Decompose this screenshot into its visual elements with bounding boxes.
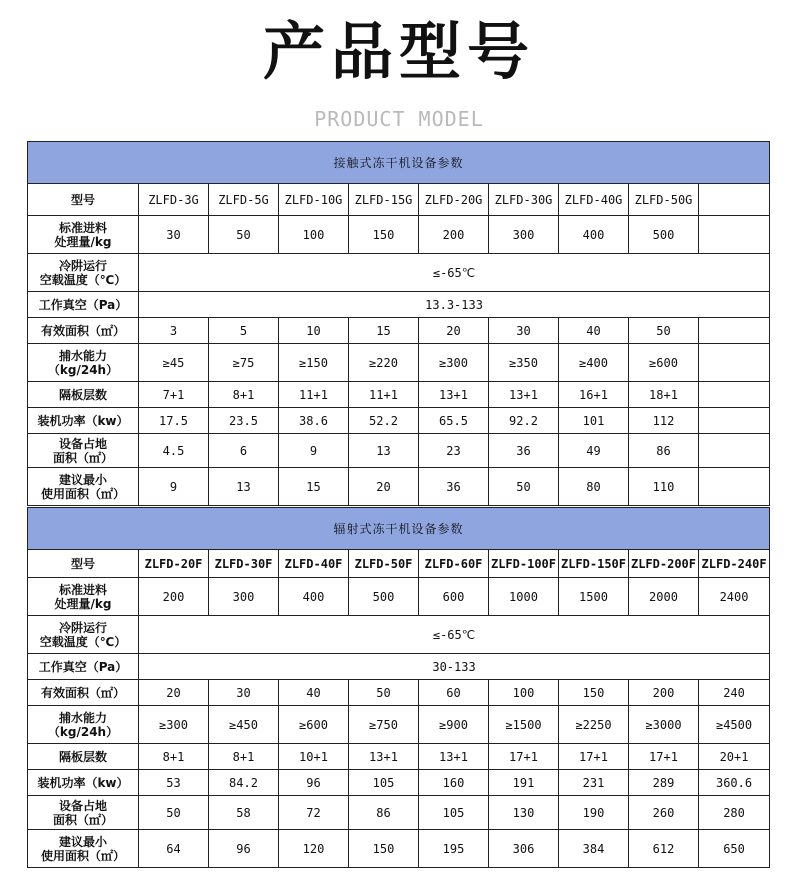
value-cell: 500 [349, 578, 419, 616]
value-cell: 600 [419, 578, 489, 616]
row-label [28, 830, 139, 868]
cold-trap-temp-row [28, 616, 770, 654]
row-label-line: 标准进料 [58, 582, 107, 597]
value-cell: 13+1 [419, 382, 489, 408]
value-cell: 1500 [559, 578, 629, 616]
value-cell: 20 [139, 680, 209, 706]
value-cell: 200 [139, 578, 209, 616]
radiant-freeze-dryer-table [27, 507, 770, 868]
row-label [28, 578, 139, 616]
value-cell: ≥45 [139, 344, 209, 382]
value-cell: 150 [349, 216, 419, 254]
merged-value-cell: 13.3-133 [139, 292, 770, 318]
value-cell: ≥300 [419, 344, 489, 382]
value-cell: 150 [559, 680, 629, 706]
value-cell: 8+1 [139, 744, 209, 770]
row-label-line: 建议最小 [58, 834, 107, 849]
value-cell: 16+1 [559, 382, 629, 408]
row-label-line: 装机功率（kw） [37, 413, 129, 428]
value-cell: 101 [559, 408, 629, 434]
value-cell: 13 [349, 434, 419, 468]
row-label [28, 318, 139, 344]
model-cell: ZLFD-50F [349, 550, 419, 578]
value-cell: 195 [419, 830, 489, 868]
row-label [28, 744, 139, 770]
row-label-line: 隔板层数 [58, 387, 107, 402]
value-cell: ≥400 [559, 344, 629, 382]
value-cell: ≥600 [279, 706, 349, 744]
model-row [28, 550, 770, 578]
value-cell [699, 468, 770, 506]
merged-value-cell: 30-133 [139, 654, 770, 680]
value-cell: ≥300 [139, 706, 209, 744]
working-vacuum-row [28, 292, 770, 318]
row-label-line: 工作真空（Pa） [38, 297, 128, 312]
row-label [28, 254, 139, 292]
value-cell: 150 [349, 830, 419, 868]
value-cell: 612 [629, 830, 699, 868]
row-label-line: 型号 [70, 556, 95, 571]
value-cell: 400 [279, 578, 349, 616]
row-label [28, 382, 139, 408]
model-cell: ZLFD-20F [139, 550, 209, 578]
model-cell: ZLFD-240F [699, 550, 770, 578]
value-cell: 15 [349, 318, 419, 344]
value-cell: 10 [279, 318, 349, 344]
value-cell: 289 [629, 770, 699, 796]
value-cell: 100 [279, 216, 349, 254]
feed-capacity-row [28, 216, 770, 254]
row-label [28, 706, 139, 744]
value-cell: 4.5 [139, 434, 209, 468]
model-cell: ZLFD-150F [559, 550, 629, 578]
value-cell: 191 [489, 770, 559, 796]
value-cell: 120 [279, 830, 349, 868]
value-cell: 160 [419, 770, 489, 796]
value-cell: 53 [139, 770, 209, 796]
value-cell: 13+1 [419, 744, 489, 770]
value-cell: 17+1 [629, 744, 699, 770]
table-title: 辐射式冻干机设备参数 [28, 508, 770, 550]
footprint-row [28, 796, 770, 830]
value-cell: 96 [279, 770, 349, 796]
model-cell: ZLFD-40F [279, 550, 349, 578]
value-cell: 58 [209, 796, 279, 830]
value-cell: 80 [559, 468, 629, 506]
model-cell: ZLFD-60F [419, 550, 489, 578]
value-cell: 52.2 [349, 408, 419, 434]
row-label-line: 使用面积（㎡） [40, 848, 125, 863]
contact-freeze-dryer-table [27, 141, 770, 506]
row-label-line: 捕水能力 [58, 710, 107, 725]
value-cell [699, 344, 770, 382]
value-cell: 50 [209, 216, 279, 254]
model-cell: ZLFD-3G [139, 184, 209, 216]
installed-power-row [28, 770, 770, 796]
row-label [28, 468, 139, 506]
value-cell: 384 [559, 830, 629, 868]
table-title: 接触式冻干机设备参数 [28, 142, 770, 184]
value-cell: 20+1 [699, 744, 770, 770]
min-usage-area-row [28, 830, 770, 868]
value-cell: 20 [419, 318, 489, 344]
value-cell [699, 434, 770, 468]
value-cell: ≥150 [279, 344, 349, 382]
value-cell: 18+1 [629, 382, 699, 408]
row-label [28, 680, 139, 706]
row-label-line: 有效面积（㎡） [40, 685, 125, 700]
model-cell: ZLFD-30G [489, 184, 559, 216]
value-cell: ≥900 [419, 706, 489, 744]
row-label-line: 有效面积（㎡） [40, 323, 125, 338]
merged-value-cell: ≤-65℃ [139, 616, 770, 654]
row-label-line: 标准进料 [58, 220, 107, 235]
row-label [28, 434, 139, 468]
row-label [28, 292, 139, 318]
value-cell: 96 [209, 830, 279, 868]
value-cell: 84.2 [209, 770, 279, 796]
value-cell: 38.6 [279, 408, 349, 434]
value-cell: ≥4500 [699, 706, 770, 744]
value-cell: 105 [419, 796, 489, 830]
row-label [28, 216, 139, 254]
value-cell: ≥1500 [489, 706, 559, 744]
feed-capacity-row [28, 578, 770, 616]
min-usage-area-row [28, 468, 770, 506]
value-cell: 49 [559, 434, 629, 468]
effective-area-row [28, 680, 770, 706]
value-cell: 13 [209, 468, 279, 506]
row-label-line: 型号 [70, 192, 95, 207]
footprint-row [28, 434, 770, 468]
page-title: 产品型号 [262, 15, 535, 88]
value-cell: 2400 [699, 578, 770, 616]
value-cell: 40 [279, 680, 349, 706]
row-label [28, 344, 139, 382]
value-cell: 17+1 [489, 744, 559, 770]
value-cell: 15 [279, 468, 349, 506]
value-cell: 65.5 [419, 408, 489, 434]
cold-trap-temp-row [28, 254, 770, 292]
model-cell [699, 184, 770, 216]
model-cell: ZLFD-50G [629, 184, 699, 216]
value-cell: ≥600 [629, 344, 699, 382]
row-label-line: 设备占地 [58, 798, 107, 813]
value-cell: 86 [629, 434, 699, 468]
value-cell: ≥2250 [559, 706, 629, 744]
value-cell: ≥220 [349, 344, 419, 382]
model-cell: ZLFD-200F [629, 550, 699, 578]
value-cell: 23.5 [209, 408, 279, 434]
water-capture-row [28, 344, 770, 382]
value-cell: 30 [209, 680, 279, 706]
value-cell: 9 [139, 468, 209, 506]
model-row [28, 184, 770, 216]
row-label-line: （kg/24h） [47, 362, 119, 377]
value-cell: 50 [139, 796, 209, 830]
value-cell: 86 [349, 796, 419, 830]
value-cell: 20 [349, 468, 419, 506]
model-cell: ZLFD-15G [349, 184, 419, 216]
value-cell: 17+1 [559, 744, 629, 770]
value-cell: 306 [489, 830, 559, 868]
value-cell: 23 [419, 434, 489, 468]
model-cell: ZLFD-10G [279, 184, 349, 216]
row-label [28, 654, 139, 680]
value-cell: 9 [279, 434, 349, 468]
value-cell: 30 [489, 318, 559, 344]
value-cell: ≥75 [209, 344, 279, 382]
value-cell: 300 [489, 216, 559, 254]
row-label-line: 处理量/kg [54, 234, 112, 249]
row-label-line: 装机功率（kw） [37, 775, 129, 790]
value-cell: 64 [139, 830, 209, 868]
row-label [28, 770, 139, 796]
value-cell: 650 [699, 830, 770, 868]
value-cell: 50 [349, 680, 419, 706]
row-label [28, 408, 139, 434]
value-cell: ≥350 [489, 344, 559, 382]
row-label-line: 建议最小 [58, 472, 107, 487]
working-vacuum-row [28, 654, 770, 680]
row-label-line: 空载温度（℃） [39, 634, 127, 649]
row-label-line: 冷阱运行 [58, 620, 107, 635]
value-cell: 6 [209, 434, 279, 468]
row-label-line: 面积（㎡） [52, 812, 113, 827]
value-cell: ≥3000 [629, 706, 699, 744]
value-cell: 190 [559, 796, 629, 830]
value-cell: 30 [139, 216, 209, 254]
row-label-line: 捕水能力 [58, 348, 107, 363]
merged-value-cell: ≤-65℃ [139, 254, 770, 292]
value-cell: 7+1 [139, 382, 209, 408]
model-cell: ZLFD-30F [209, 550, 279, 578]
row-label-line: （kg/24h） [47, 724, 119, 739]
row-label-line: 面积（㎡） [52, 450, 113, 465]
value-cell: 13+1 [349, 744, 419, 770]
value-cell: 200 [629, 680, 699, 706]
value-cell: 130 [489, 796, 559, 830]
value-cell: 50 [629, 318, 699, 344]
value-cell: 3 [139, 318, 209, 344]
row-label-line: 冷阱运行 [58, 258, 107, 273]
effective-area-row [28, 318, 770, 344]
value-cell: 60 [419, 680, 489, 706]
value-cell: 8+1 [209, 744, 279, 770]
value-cell: 2000 [629, 578, 699, 616]
value-cell: 36 [419, 468, 489, 506]
value-cell [699, 216, 770, 254]
row-label [28, 616, 139, 654]
model-cell: ZLFD-100F [489, 550, 559, 578]
water-capture-row [28, 706, 770, 744]
value-cell: 105 [349, 770, 419, 796]
page-subtitle: PRODUCT MODEL [314, 107, 484, 131]
value-cell: 50 [489, 468, 559, 506]
row-label-line: 工作真空（Pa） [38, 659, 128, 674]
value-cell: 10+1 [279, 744, 349, 770]
value-cell: 11+1 [349, 382, 419, 408]
shelf-layers-row [28, 382, 770, 408]
shelf-layers-row [28, 744, 770, 770]
model-cell: ZLFD-20G [419, 184, 489, 216]
value-cell: 36 [489, 434, 559, 468]
value-cell: 360.6 [699, 770, 770, 796]
row-label [28, 184, 139, 216]
value-cell: 40 [559, 318, 629, 344]
value-cell: 8+1 [209, 382, 279, 408]
model-cell: ZLFD-5G [209, 184, 279, 216]
value-cell: 11+1 [279, 382, 349, 408]
value-cell: 5 [209, 318, 279, 344]
row-label-line: 隔板层数 [58, 749, 107, 764]
value-cell: 200 [419, 216, 489, 254]
installed-power-row [28, 408, 770, 434]
row-label [28, 550, 139, 578]
value-cell: 400 [559, 216, 629, 254]
row-label-line: 使用面积（㎡） [40, 486, 125, 501]
value-cell: 72 [279, 796, 349, 830]
value-cell: 112 [629, 408, 699, 434]
value-cell [699, 318, 770, 344]
row-label-line: 处理量/kg [54, 596, 112, 611]
value-cell: 13+1 [489, 382, 559, 408]
value-cell: 500 [629, 216, 699, 254]
value-cell: 1000 [489, 578, 559, 616]
value-cell: 260 [629, 796, 699, 830]
row-label [28, 796, 139, 830]
value-cell: 92.2 [489, 408, 559, 434]
value-cell [699, 382, 770, 408]
value-cell: 100 [489, 680, 559, 706]
value-cell: 17.5 [139, 408, 209, 434]
value-cell: 110 [629, 468, 699, 506]
value-cell [699, 408, 770, 434]
value-cell: ≥450 [209, 706, 279, 744]
model-cell: ZLFD-40G [559, 184, 629, 216]
value-cell: 280 [699, 796, 770, 830]
value-cell: 231 [559, 770, 629, 796]
value-cell: 300 [209, 578, 279, 616]
row-label-line: 空载温度（℃） [39, 272, 127, 287]
row-label-line: 设备占地 [58, 436, 107, 451]
value-cell: ≥750 [349, 706, 419, 744]
value-cell: 240 [699, 680, 770, 706]
